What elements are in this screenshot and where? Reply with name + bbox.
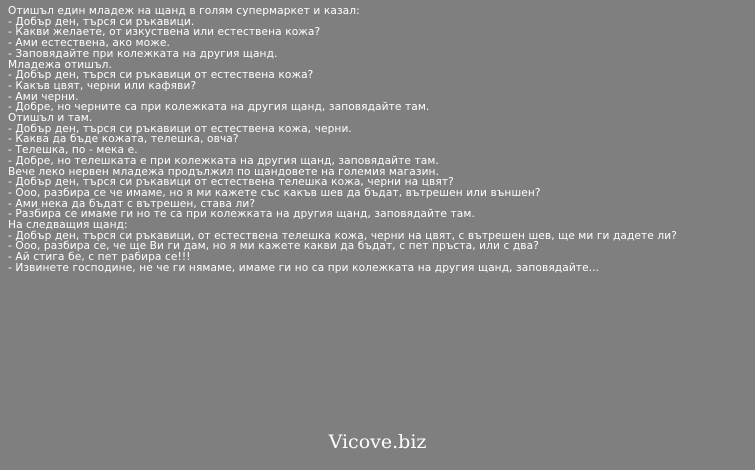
- text-line: Вече леко нервен младежа продължил по щандовете на големия магазин.: [8, 165, 440, 178]
- text-line: - Ами нека да бъдат с вътрешен, става ли?: [8, 197, 256, 210]
- text-line: - Добър ден, търся си ръкавици.: [8, 15, 195, 28]
- text-line: - Добър ден, търся си ръкавици от естествена кожа?: [8, 69, 314, 82]
- text-line: - Ами черни.: [8, 90, 79, 103]
- text-line: - Ами естествена, ако може.: [8, 37, 170, 50]
- joke-text: [8, 6, 748, 274]
- text-line: Отишъл и там.: [8, 112, 93, 125]
- text-line: - Ооо, разбира се че имаме, но я ми кажете със какъв шев да бъдат, вътрешен или външен?: [8, 186, 541, 199]
- text-line: Отишъл един младеж на щанд в голям супермаркет и казал:: [8, 5, 360, 17]
- text-line: - Добър ден, търся си ръкавици, от естествена телешка кожа, черни на цвят, с вътрешен шев, ще ми ги дадете ли?: [8, 229, 677, 242]
- text-line: - Ай стига бе, с пет рабира се!!!: [8, 251, 191, 264]
- site-watermark: Vicove.biz: [328, 431, 427, 453]
- text-line: - Телешка, по - мека е.: [8, 144, 138, 157]
- text-line: - Добър ден, търся си ръкавици от естествена кожа, черни.: [8, 122, 352, 135]
- text-line: - Добър ден, търся си ръкавици от естествена телешка кожа, черни на цвят?: [8, 176, 454, 189]
- text-line: - Заповядайте при колежката на другия щанд.: [8, 47, 278, 60]
- text-line: - Ооо, разбира се, че ще Ви ги дам, но я ми кажете какви да бъдат, с пет пръста, или с два?: [8, 240, 539, 253]
- text-line: Младежа отишъл.: [8, 58, 113, 71]
- text-line: - Извинете господине, не че ги нямаме, имаме ги но са при колежката на другия щанд, заповядайте...: [8, 261, 600, 274]
- text-line: - Добре, но телешката е при колежката на другия щанд, заповядайте там.: [8, 154, 439, 167]
- text-line: - Разбира се имаме ги но те са при колежката на другия щанд, заповядайте там.: [8, 208, 475, 221]
- text-line: - Добре, но черните са при колежката на другия щанд, заповядайте там.: [8, 101, 430, 114]
- text-line: - Каква да бъде кожата, телешка, овча?: [8, 133, 239, 146]
- text-line: - Какви желаете, от изкуствена или естествена кожа?: [8, 26, 321, 39]
- text-line: На следващия щанд:: [8, 219, 128, 232]
- text-line: - Какъв цвят, черни или кафяви?: [8, 79, 197, 92]
